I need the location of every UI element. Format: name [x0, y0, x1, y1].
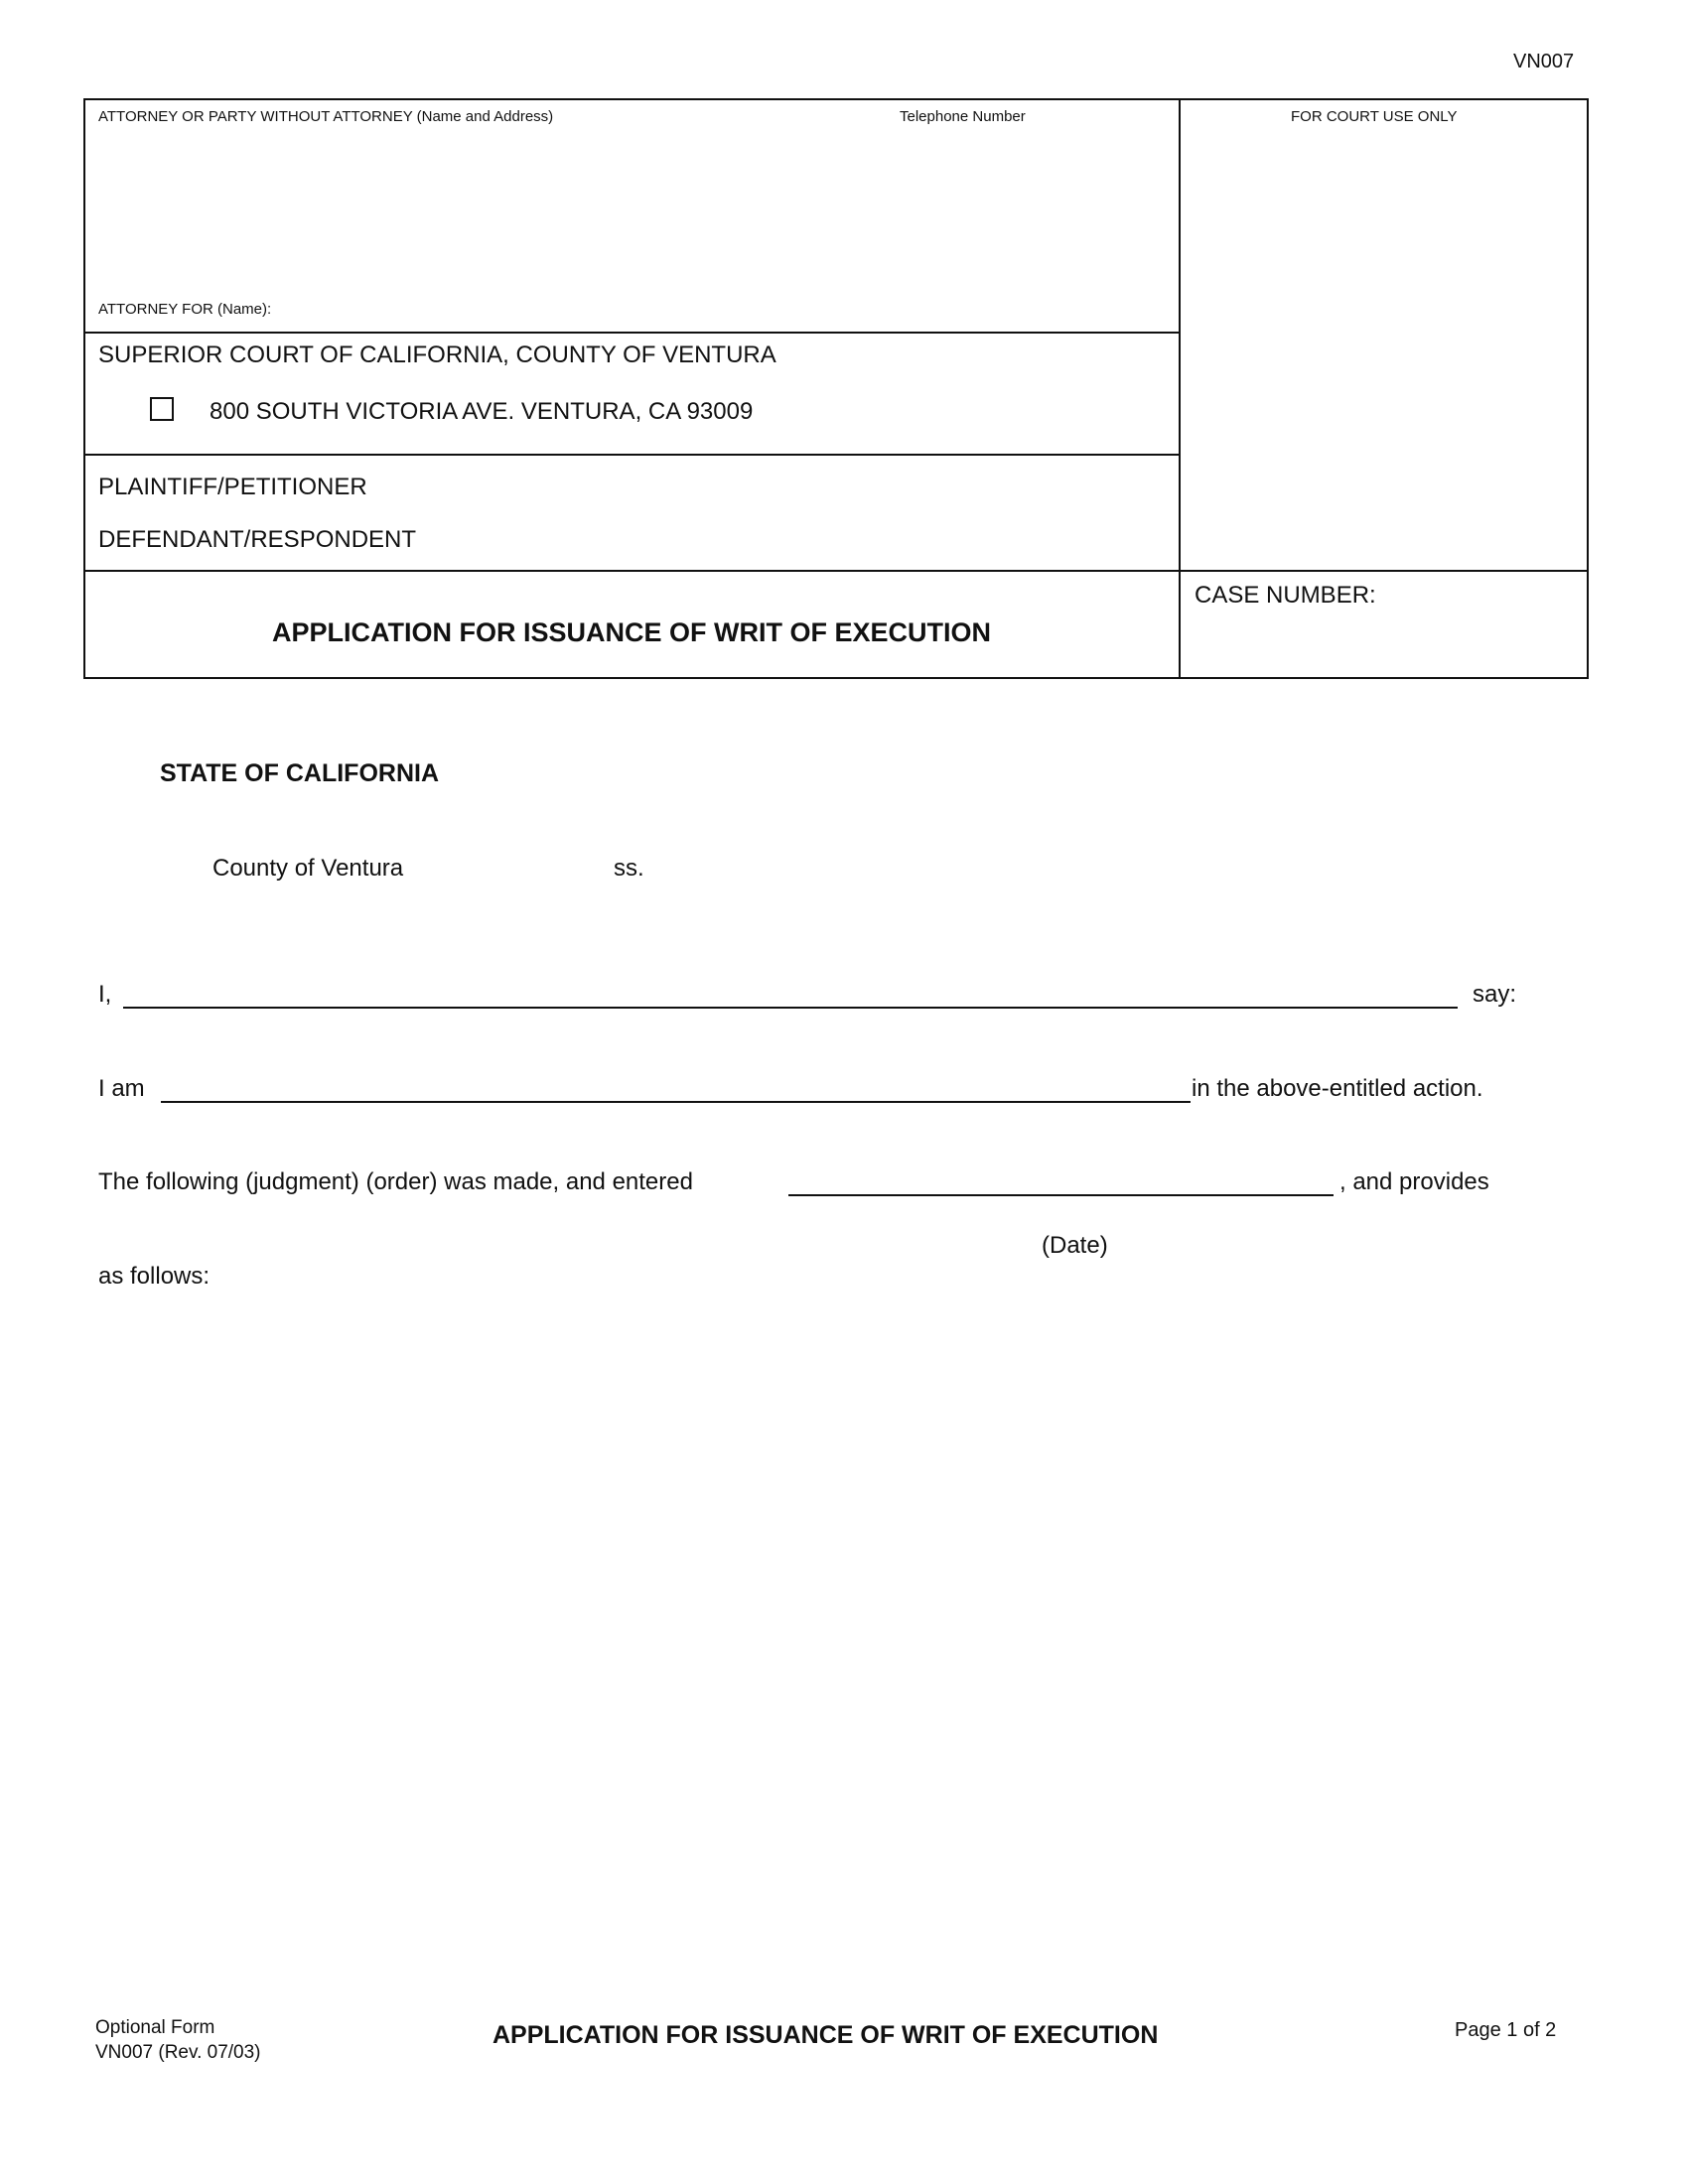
date-caption: (Date) [1042, 1232, 1108, 1259]
telephone-label: Telephone Number [900, 108, 1026, 125]
state-label: STATE OF CALIFORNIA [160, 759, 439, 787]
judgment-text-area[interactable] [95, 1300, 1585, 1976]
role-prefix: I am [98, 1075, 145, 1102]
row-divider [83, 570, 1589, 572]
revision-label: VN007 (Rev. 07/03) [95, 2042, 261, 2063]
declarant-prefix: I, [98, 981, 112, 1008]
county-label: County of Ventura [212, 855, 404, 882]
plaintiff-label: PLAINTIFF/PETITIONER [98, 474, 367, 500]
declarant-name-line[interactable] [123, 1007, 1458, 1009]
attorney-field[interactable] [95, 134, 1173, 293]
ss-label: ss. [614, 855, 644, 882]
court-address-checkbox[interactable] [150, 397, 174, 421]
declarant-suffix: say: [1473, 981, 1517, 1008]
case-number-field[interactable] [1192, 615, 1579, 670]
judgment-suffix: , and provides [1339, 1168, 1489, 1195]
court-address: 800 SOUTH VICTORIA AVE. VENTURA, CA 93009 [210, 398, 754, 425]
role-line[interactable] [161, 1101, 1191, 1103]
row-divider [83, 332, 1180, 334]
optional-form-label: Optional Form [95, 2017, 215, 2038]
case-number-label: CASE NUMBER: [1195, 582, 1376, 609]
footer-title: APPLICATION FOR ISSUANCE OF WRIT OF EXECUTION [492, 2021, 1159, 2049]
court-use-label: FOR COURT USE ONLY [1291, 108, 1458, 125]
form-id: VN007 [1513, 51, 1575, 72]
form-title: APPLICATION FOR ISSUANCE OF WRIT OF EXECUTION [271, 617, 991, 647]
judgment-date-line[interactable] [788, 1194, 1334, 1196]
judgment-prefix: The following (judgment) (order) was made, and entered [98, 1168, 693, 1195]
as-follows-label: as follows: [98, 1263, 211, 1290]
attorney-for-label: ATTORNEY FOR (Name): [98, 301, 272, 318]
caption-divider [1179, 98, 1181, 679]
role-suffix: in the above-entitled action. [1192, 1075, 1483, 1102]
page-number: Page 1 of 2 [1455, 2019, 1557, 2041]
attorney-label: ATTORNEY OR PARTY WITHOUT ATTORNEY (Name and Address) [98, 108, 554, 125]
court-name: SUPERIOR COURT OF CALIFORNIA, COUNTY OF VENTURA [98, 341, 776, 368]
defendant-label: DEFENDANT/RESPONDENT [98, 526, 417, 553]
row-divider [83, 454, 1180, 456]
